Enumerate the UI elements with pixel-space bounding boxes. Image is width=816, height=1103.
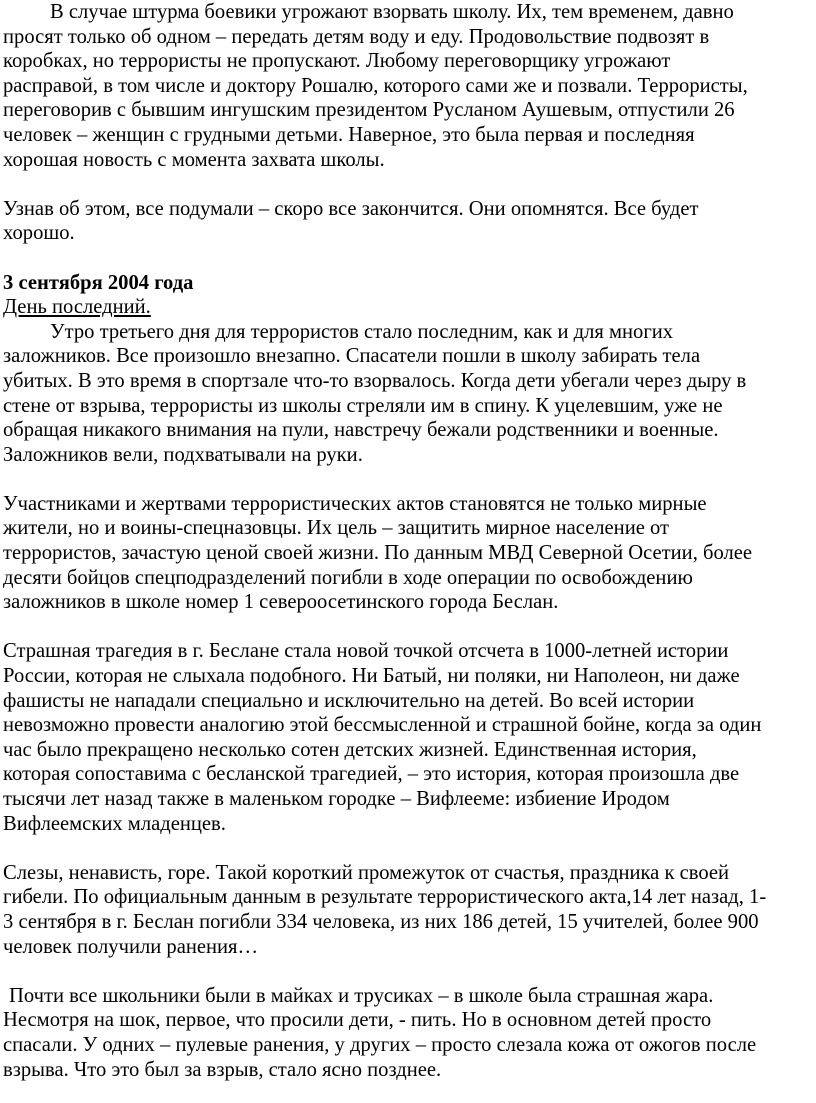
blank-line: [3, 615, 813, 640]
text-line: просят только об одном – передать детям воду и еду. Продовольствие подвозят в: [3, 25, 710, 48]
text-line: Утро третьего дня для террористов стало последним, как и для многих: [50, 320, 674, 343]
text-line: тысячи лет назад также в маленьком городке – Вифлееме: избиение Иродом: [3, 788, 670, 810]
text-line: человек получили ранения…: [3, 935, 259, 958]
text-line: человек – женщин с грудными детьми. Наверное, это была первая и последняя: [3, 123, 695, 146]
text-line: России, которая не слыхала подобного. Ни Батый, ни поляки, ни Наполеон, ни даже: [3, 665, 740, 688]
blank-line: [3, 172, 813, 197]
text-line: хорошая новость с момента захвата школы.: [3, 148, 385, 171]
text-line: гибели. По официальным данным в результате террористического акта,14 лет назад, 1-: [3, 886, 767, 909]
text-line: Почти все школьники были в майках и трусиках – в школе была страшная жара.: [9, 984, 714, 1007]
text-line: коробках, но террористы не пропускают. Любому переговорщику угрожают: [3, 50, 671, 73]
blank-line: [3, 467, 813, 492]
text-line: Заложников вели, подхватывали на руки.: [3, 443, 363, 466]
paragraph-tragedy-history: [3, 639, 813, 836]
text-line: убитых. В это время в спортзале что-то взорвалось. Когда дети убегали через дыру в: [3, 369, 747, 392]
paragraph-everyone-thought: [3, 197, 813, 246]
text-line: переговорив с бывшим ингушским президентом Русланом Аушевым, отпустили 26: [3, 99, 735, 122]
text-line: час было прекращено несколько сотен детских жизней. Единственная история,: [3, 738, 697, 761]
paragraph-casualties: [3, 861, 813, 959]
text-line: взрыва. Что это был за взрыв, стало ясно позднее.: [3, 1058, 442, 1081]
text-line: невозможно провести аналогию этой бессмысленной и страшной бойне, когда за один: [3, 714, 762, 737]
text-line: 3 сентября в г. Беслан погибли 334 человека, из них 186 детей, 15 учителей, более 900: [3, 910, 759, 933]
text-line: Слезы, ненависть, горе. Такой короткий промежуток от счастья, праздника к своей: [3, 861, 730, 884]
date-heading: 3 сентября 2004 года: [3, 271, 194, 294]
text-line: заложников в школе номер 1 североосетинского города Беслан.: [3, 591, 559, 614]
paragraph-special-forces: [3, 492, 813, 615]
text-line: стене от взрыва, террористы из школы стреляли им в спину. К уцелевшим, уже не: [3, 394, 723, 417]
document-page: [3, 0, 813, 1082]
text-line: Узнав об этом, все подумали – скоро все закончится. Они опомнятся. Все будет: [3, 197, 699, 220]
blank-line: [3, 246, 813, 271]
paragraph-schoolchildren: [3, 984, 813, 1082]
text-line: В случае штурма боевики угрожают взорвать школу. Их, тем временем, давно: [50, 1, 734, 23]
text-line: расправой, в том числе и доктору Рошалю, которого сами же и позвали. Террористы,: [3, 74, 748, 97]
blank-line: [3, 959, 813, 984]
paragraph-siege-threats: [3, 0, 813, 172]
text-line: которая сопоставима с бесланской трагедией, – это история, которая произошла две: [3, 763, 740, 786]
text-line: обращая никакого внимания на пули, навстречу бежали родственники и военные.: [3, 419, 719, 442]
text-line: фашисты не нападали специально и исключительно на детей. Во всей истории: [3, 689, 695, 712]
text-line: террористов, зачастую ценой своей жизни. По данным МВД Северной Осетии, более: [3, 542, 753, 565]
text-line: хорошо.: [3, 222, 75, 245]
subheading-last-day: День последний.: [3, 296, 151, 319]
text-line: Вифлеемских младенцев.: [3, 812, 226, 835]
text-line: Страшная трагедия в г. Беслане стала новой точкой отсчета в 1000-летней истории: [3, 640, 729, 663]
text-line: спасали. У одних – пулевые ранения, у других – просто слезала кожа от ожогов после: [3, 1033, 757, 1056]
text-line: десяти бойцов спецподразделений погибли в ходе операции по освобождению: [3, 566, 693, 589]
paragraph-third-day: [3, 320, 813, 468]
text-line: жители, но и воины-спецназовцы. Их цель – защитить мирное население от: [3, 517, 670, 540]
blank-line: [3, 836, 813, 861]
text-line: Участниками и жертвами террористических актов становятся не только мирные: [3, 492, 707, 515]
text-line: Несмотря на шок, первое, что просили дети, - пить. Но в основном детей просто: [3, 1009, 712, 1032]
text-line: заложников. Все произошло внезапно. Спасатели пошли в школу забирать тела: [3, 345, 701, 368]
